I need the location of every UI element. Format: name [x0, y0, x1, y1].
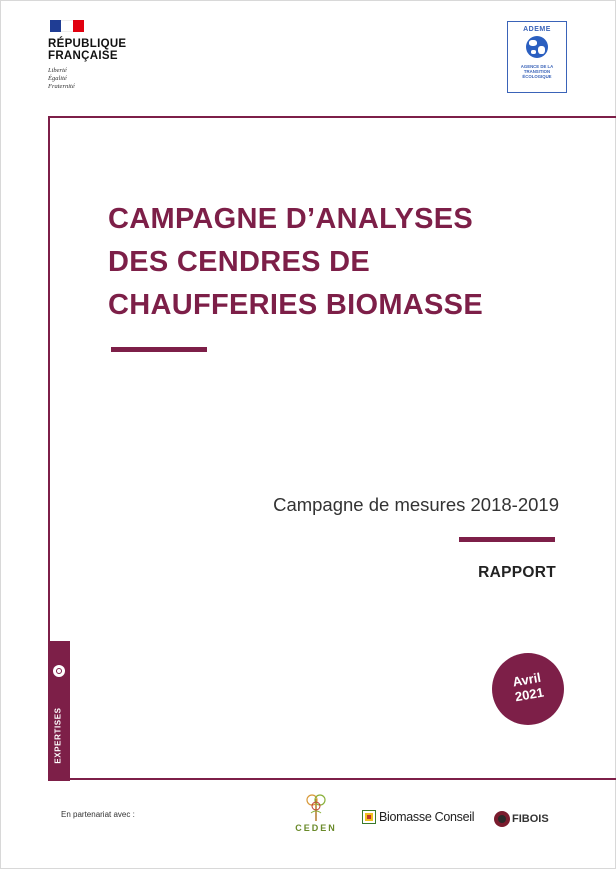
report-title: [108, 198, 483, 327]
magnifier-icon: [53, 665, 65, 677]
motto-fraternite: Fraternité: [48, 83, 75, 90]
title-underline: [111, 347, 207, 352]
biomasse-conseil-name: Biomasse Conseil: [379, 810, 475, 824]
ceden-name: CEDEN: [295, 823, 337, 833]
biomasse-conseil-logo: [362, 810, 474, 824]
biomasse-conseil-icon: [362, 810, 376, 824]
french-flag-icon: [50, 20, 84, 32]
fibois-logo: [494, 811, 549, 827]
subtitle-underline: [459, 537, 555, 542]
title-line-3: CHAUFFERIES BIOMASSE: [108, 289, 483, 321]
title-line-1: CAMPAGNE D’ANALYSES: [108, 203, 474, 235]
expertises-label: EXPERTISES: [53, 707, 63, 764]
tree-icon: [305, 793, 327, 823]
report-subtitle: Campagne de mesures 2018-2019: [273, 494, 559, 515]
motto-egalite: Égalité: [48, 75, 67, 82]
date-badge: [492, 653, 564, 725]
partners-label: En partenariat avec :: [61, 810, 135, 819]
date-month: Avril: [511, 669, 542, 690]
document-type: RAPPORT: [478, 564, 556, 581]
republic-line-1: RÉPUBLIQUE: [48, 38, 127, 50]
date-year: 2021: [513, 684, 545, 705]
motto-liberte: Liberté: [48, 67, 67, 74]
ademe-logo: [507, 21, 567, 93]
ademe-tagline: AGENCE DE LA TRANSITION ÉCOLOGIQUE: [520, 64, 554, 79]
ademe-name: ADEME: [523, 26, 551, 33]
expertises-tab: [48, 641, 70, 781]
fibois-icon: [494, 811, 510, 827]
title-line-2: DES CENDRES DE: [108, 246, 371, 278]
fibois-name: FIBOIS: [512, 813, 549, 825]
republique-francaise-logo: [48, 20, 126, 91]
republic-line-2: FRANÇAISE: [48, 50, 118, 62]
ceden-logo: [283, 793, 349, 843]
ademe-globe-icon: [526, 36, 548, 58]
